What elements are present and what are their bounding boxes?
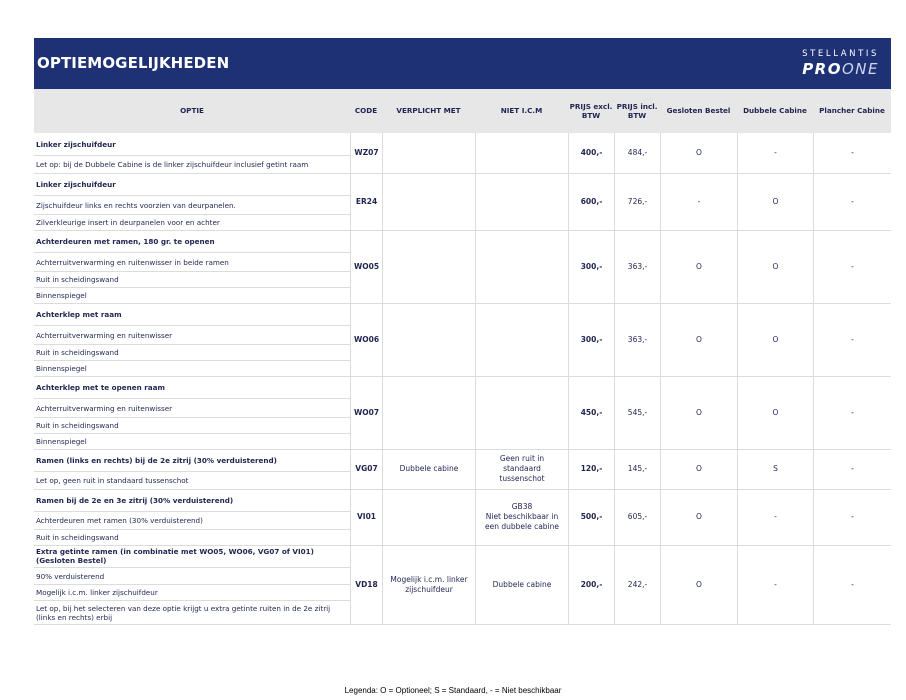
option-detail: Ruit in scheidingswand [34,529,350,545]
option-group [34,449,891,490]
option-title: Achterklep met raam [36,309,122,319]
cell-excl: 500,- [568,489,614,545]
cell-incl: 363,- [614,230,660,303]
option-detail: Mogelijk i.c.m. linker zijschuifdeur [34,584,350,600]
cell-niet [475,173,568,230]
cell-plancher: - [813,303,891,376]
page-title: OPTIEMOGELIJKHEDEN [37,54,230,72]
cell-gesloten: O [660,230,737,303]
page-header [34,38,891,89]
cell-plancher: - [813,173,891,230]
brand-pro-a: PRO [802,60,842,78]
option-detail: Ruit in scheidingswand [34,344,350,360]
option-title: Achterklep met te openen raam [36,382,165,392]
cell-gesloten: O [660,303,737,376]
option-detail: Zilverkleurige insert in deurpanelen voor en achter [34,214,350,230]
option-group [34,489,891,546]
cell-plancher: - [813,376,891,449]
option-detail: Achterdeuren met ramen (30% verduisterend) [34,511,350,529]
cell-verplicht [382,230,475,303]
brand-pro-b: ONE [841,60,879,78]
option-detail: Binnenspiegel [34,360,350,376]
option-detail: Achterruitverwarming en ruitenwisser [34,398,350,417]
option-detail: Achterruitverwarming en ruitenwisser in beide ramen [34,252,350,271]
cell-code: VI01 [350,489,382,545]
option-title: Ramen (links en rechts) bij de 2e zitrij (30% verduisterend) [36,455,277,465]
col-optie: OPTIE [180,106,204,116]
option-detail: 90% verduisterend [34,567,350,584]
brand-logo [793,49,879,78]
cell-verplicht: Dubbele cabine [382,449,475,489]
col-gesloten: Gesloten Bestel [666,106,731,116]
cell-gesloten: O [660,545,737,624]
cell-plancher: - [813,449,891,489]
cell-plancher: - [813,489,891,545]
col-verplicht: VERPLICHT MET [396,106,461,116]
col-dubbele: Dubbele Cabine [743,106,807,116]
cell-niet: GB38 Niet beschikbaar in een dubbele cabine [475,489,568,545]
cell-incl: 484,- [614,133,660,173]
option-detail: Let op: bij de Dubbele Cabine is de linker zijschuifdeur inclusief getint raam [34,155,350,173]
cell-code: ER24 [350,173,382,230]
option-group [34,303,891,377]
option-title: Extra getinte ramen (in combinatie met WO05, WO06, VG07 of VI01) (Gesloten Bestel) [36,547,314,565]
cell-gesloten: O [660,133,737,173]
cell-plancher: - [813,230,891,303]
option-detail: Achterruitverwarming en ruitenwisser [34,325,350,344]
cell-verplicht [382,173,475,230]
option-group [34,173,891,231]
cell-verplicht: Mogelijk i.c.m. linker zijschuifdeur [382,545,475,624]
cell-dubbele: - [737,489,813,545]
cell-excl: 450,- [568,376,614,449]
cell-niet [475,303,568,376]
cell-excl: 200,- [568,545,614,624]
cell-excl: 300,- [568,303,614,376]
col-code: CODE [354,106,378,116]
option-title: Linker zijschuifdeur [36,139,116,149]
cell-niet [475,133,568,173]
cell-code: WO07 [350,376,382,449]
option-title: Achterdeuren met ramen, 180 gr. te openen [36,236,215,246]
cell-incl: 145,- [614,449,660,489]
col-prijs-incl: PRIJS incl. BTW [616,101,658,120]
cell-excl: 600,- [568,173,614,230]
option-detail: Ruit in scheidingswand [34,271,350,287]
cell-excl: 400,- [568,133,614,173]
cell-code: WO06 [350,303,382,376]
cell-incl: 605,- [614,489,660,545]
cell-gesloten: O [660,489,737,545]
option-detail: Let op, bij het selecteren van deze optie krijgt u extra getinte ruiten in de 2e zitrij (links en rechts) erbij [34,600,350,624]
column-header-row [34,89,891,133]
cell-plancher: - [813,133,891,173]
col-plancher: Plancher Cabine [819,106,885,116]
cell-dubbele: O [737,303,813,376]
cell-niet: Dubbele cabine [475,545,568,624]
option-detail: Let op, geen ruit in standaard tussenschot [34,471,350,489]
option-group [34,230,891,304]
option-group [34,376,891,450]
cell-incl: 242,- [614,545,660,624]
cell-code: VD18 [350,545,382,624]
col-niet: NIET I.C.M [500,106,543,116]
cell-gesloten: O [660,376,737,449]
cell-dubbele: O [737,376,813,449]
brand-pro [793,60,879,78]
cell-dubbele: - [737,133,813,173]
option-title: Linker zijschuifdeur [36,179,116,189]
option-detail: Zijschuifdeur links en rechts voorzien van deurpanelen. [34,195,350,214]
option-title: Ramen bij de 2e en 3e zitrij (30% verduisterend) [36,495,234,505]
cell-code: VG07 [350,449,382,489]
col-prijs-excl: PRIJS excl. BTW [569,101,613,120]
cell-dubbele: - [737,545,813,624]
brand-top: STELLANTIS [802,49,879,59]
cell-incl: 363,- [614,303,660,376]
cell-dubbele: O [737,173,813,230]
cell-plancher: - [813,545,891,624]
cell-excl: 120,- [568,449,614,489]
cell-dubbele: O [737,230,813,303]
cell-niet: Geen ruit in standaard tussenschot [475,449,568,489]
cell-incl: 726,- [614,173,660,230]
legend: Legenda: O = Optioneel; S = Standaard, - = Niet beschikbaar [344,686,562,695]
option-group [34,133,891,174]
cell-verplicht [382,376,475,449]
cell-gesloten: - [660,173,737,230]
cell-code: WO05 [350,230,382,303]
cell-code: WZ07 [350,133,382,173]
option-detail: Binnenspiegel [34,433,350,449]
cell-verplicht [382,489,475,545]
option-detail: Binnenspiegel [34,287,350,303]
cell-niet [475,376,568,449]
cell-verplicht [382,303,475,376]
option-detail: Ruit in scheidingswand [34,417,350,433]
cell-verplicht [382,133,475,173]
cell-excl: 300,- [568,230,614,303]
cell-incl: 545,- [614,376,660,449]
cell-niet [475,230,568,303]
cell-gesloten: O [660,449,737,489]
option-group [34,545,891,625]
cell-dubbele: S [737,449,813,489]
